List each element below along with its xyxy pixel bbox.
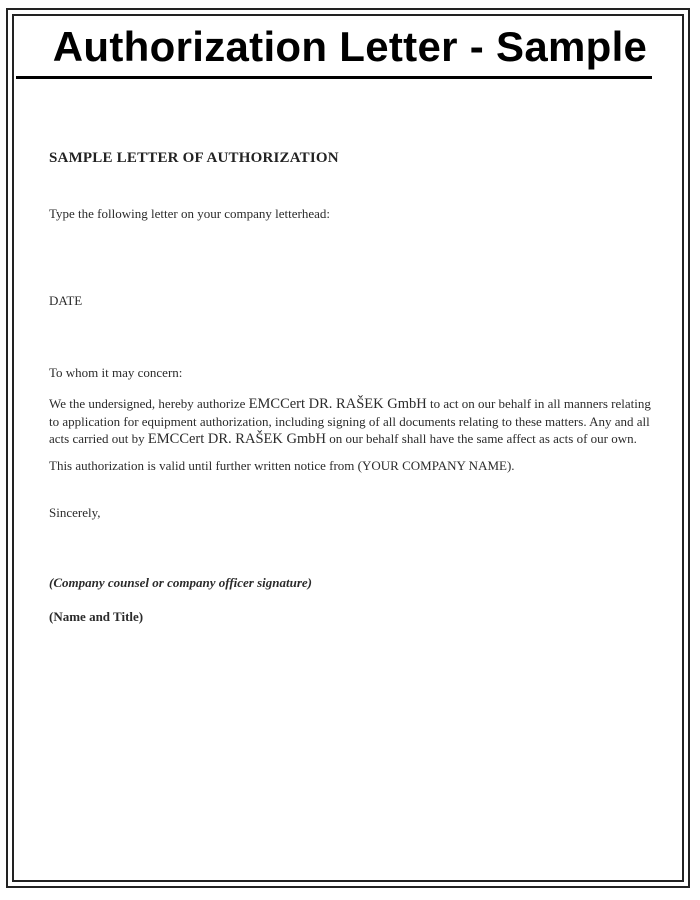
body-text-part-3: on our behalf shall have the same affect as acts of our own. xyxy=(325,431,637,446)
title-underline xyxy=(16,76,652,79)
letter-heading: SAMPLE LETTER OF AUTHORIZATION xyxy=(49,150,339,166)
signature-line: (Company counsel or company officer signature) xyxy=(49,575,313,590)
name-and-title-line: (Name and Title) xyxy=(49,609,144,624)
authorized-firm-name-repeat: EMCCert DR. RAŠEK GmbH xyxy=(147,431,326,447)
authorized-firm-name: EMCCert DR. RAŠEK GmbH xyxy=(248,396,427,412)
page-title: Authorization Letter - Sample xyxy=(52,23,648,70)
authorization-paragraph xyxy=(49,395,661,448)
body-text-part-1: We the undersigned, hereby authorize xyxy=(49,396,249,411)
date-line: DATE xyxy=(49,293,83,308)
validity-statement: This authorization is valid until further written notice from (YOUR COMPANY NAME). xyxy=(49,458,515,473)
letter-body xyxy=(49,150,661,625)
closing: Sincerely, xyxy=(49,505,101,520)
letterhead-instruction: Type the following letter on your company letterhead: xyxy=(49,206,331,221)
body-text-part-2: to act on our behalf in all manners relating to application for equipment authorization, including signing of all documents relating to these matters. Any and all acts carried out by xyxy=(49,396,651,446)
salutation: To whom it may concern: xyxy=(49,365,183,380)
